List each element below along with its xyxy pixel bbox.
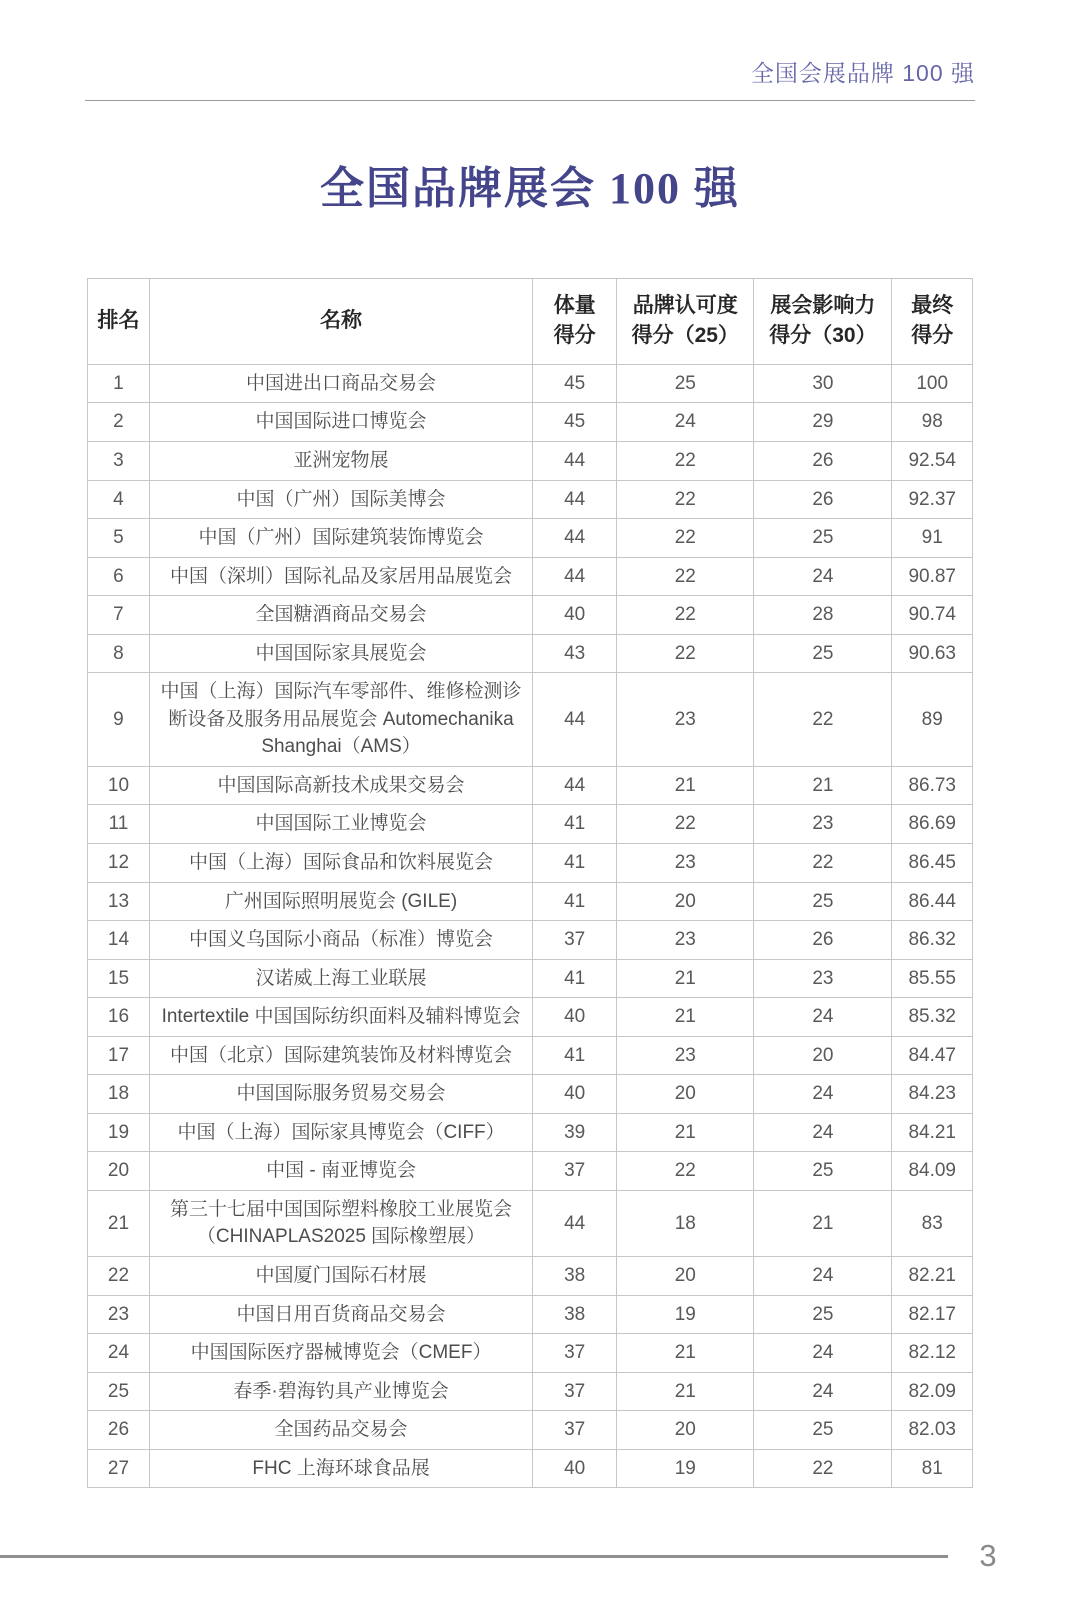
rank-cell: 9 [88, 673, 150, 767]
rank-cell: 1 [88, 364, 150, 403]
rank-cell: 22 [88, 1257, 150, 1296]
brand-score-cell: 20 [617, 1411, 754, 1450]
brand-score-cell: 19 [617, 1449, 754, 1488]
volume-score-cell: 40 [533, 1075, 617, 1114]
brand-score-cell: 20 [617, 1257, 754, 1296]
name-cell: 中国国际家具展览会 [149, 634, 532, 673]
final-score-cell: 100 [892, 364, 973, 403]
table-row [88, 1449, 973, 1488]
influence-score-cell: 26 [754, 480, 892, 519]
name-cell: 全国糖酒商品交易会 [149, 596, 532, 635]
table-row [88, 766, 973, 805]
ranking-table-container [87, 278, 973, 1488]
influence-score-cell: 26 [754, 921, 892, 960]
volume-score-cell: 44 [533, 1190, 617, 1256]
influence-score-cell: 24 [754, 1113, 892, 1152]
final-score-cell: 91 [892, 519, 973, 558]
final-score-cell: 86.32 [892, 921, 973, 960]
influence-score-cell: 24 [754, 557, 892, 596]
name-cell: 中国（广州）国际建筑装饰博览会 [149, 519, 532, 558]
brand-score-cell: 21 [617, 959, 754, 998]
volume-score-cell: 41 [533, 1036, 617, 1075]
volume-score-cell: 41 [533, 959, 617, 998]
volume-score-cell: 40 [533, 998, 617, 1037]
influence-score-cell: 24 [754, 1372, 892, 1411]
table-row [88, 1036, 973, 1075]
rank-cell: 11 [88, 805, 150, 844]
table-row [88, 1190, 973, 1256]
brand-score-cell: 18 [617, 1190, 754, 1256]
volume-score-cell: 44 [533, 519, 617, 558]
final-score-cell: 82.03 [892, 1411, 973, 1450]
table-row [88, 1372, 973, 1411]
rank-cell: 26 [88, 1411, 150, 1450]
influence-score-cell: 24 [754, 998, 892, 1037]
name-cell: 中国（广州）国际美博会 [149, 480, 532, 519]
brand-score-cell: 22 [617, 805, 754, 844]
rank-cell: 19 [88, 1113, 150, 1152]
rank-cell: 7 [88, 596, 150, 635]
volume-score-cell: 44 [533, 673, 617, 767]
table-row [88, 1257, 973, 1296]
final-score-cell: 82.21 [892, 1257, 973, 1296]
brand-score-cell: 21 [617, 1372, 754, 1411]
rank-cell: 27 [88, 1449, 150, 1488]
volume-score-cell: 41 [533, 882, 617, 921]
name-cell: FHC 上海环球食品展 [149, 1449, 532, 1488]
influence-score-cell: 25 [754, 634, 892, 673]
brand-score-cell: 23 [617, 1036, 754, 1075]
name-cell: 全国药品交易会 [149, 1411, 532, 1450]
table-header-row [88, 279, 973, 365]
rank-cell: 14 [88, 921, 150, 960]
column-header-1: 名称 [149, 279, 532, 365]
final-score-cell: 81 [892, 1449, 973, 1488]
header-divider [85, 100, 975, 101]
brand-score-cell: 22 [617, 1152, 754, 1191]
brand-score-cell: 23 [617, 843, 754, 882]
final-score-cell: 98 [892, 403, 973, 442]
table-row [88, 1152, 973, 1191]
rank-cell: 17 [88, 1036, 150, 1075]
name-cell: 中国厦门国际石材展 [149, 1257, 532, 1296]
brand-score-cell: 22 [617, 634, 754, 673]
name-cell: 亚洲宠物展 [149, 441, 532, 480]
final-score-cell: 90.87 [892, 557, 973, 596]
volume-score-cell: 40 [533, 1449, 617, 1488]
brand-score-cell: 20 [617, 1075, 754, 1114]
column-header-5: 最终 得分 [892, 279, 973, 365]
brand-score-cell: 22 [617, 557, 754, 596]
final-score-cell: 85.55 [892, 959, 973, 998]
influence-score-cell: 22 [754, 673, 892, 767]
rank-cell: 18 [88, 1075, 150, 1114]
influence-score-cell: 22 [754, 843, 892, 882]
volume-score-cell: 37 [533, 1411, 617, 1450]
table-row [88, 1334, 973, 1373]
volume-score-cell: 44 [533, 766, 617, 805]
influence-score-cell: 24 [754, 1257, 892, 1296]
name-cell: 广州国际照明展览会 (GILE) [149, 882, 532, 921]
table-row [88, 882, 973, 921]
column-header-3: 品牌认可度 得分（25） [617, 279, 754, 365]
name-cell: 中国进出口商品交易会 [149, 364, 532, 403]
table-row [88, 557, 973, 596]
name-cell: 中国（上海）国际食品和饮料展览会 [149, 843, 532, 882]
volume-score-cell: 44 [533, 441, 617, 480]
table-row [88, 519, 973, 558]
table-row [88, 1075, 973, 1114]
name-cell: 中国义乌国际小商品（标准）博览会 [149, 921, 532, 960]
column-header-0: 排名 [88, 279, 150, 365]
brand-score-cell: 19 [617, 1295, 754, 1334]
brand-score-cell: 24 [617, 403, 754, 442]
footer-divider [0, 1555, 948, 1558]
volume-score-cell: 44 [533, 480, 617, 519]
final-score-cell: 86.69 [892, 805, 973, 844]
influence-score-cell: 25 [754, 1152, 892, 1191]
table-row [88, 959, 973, 998]
influence-score-cell: 21 [754, 766, 892, 805]
influence-score-cell: 23 [754, 959, 892, 998]
table-header-row-group [88, 279, 973, 365]
rank-cell: 24 [88, 1334, 150, 1373]
name-cell: 中国（上海）国际家具博览会（CIFF） [149, 1113, 532, 1152]
volume-score-cell: 37 [533, 1334, 617, 1373]
name-cell: 中国国际进口博览会 [149, 403, 532, 442]
brand-score-cell: 22 [617, 596, 754, 635]
rank-cell: 4 [88, 480, 150, 519]
rank-cell: 21 [88, 1190, 150, 1256]
final-score-cell: 86.73 [892, 766, 973, 805]
final-score-cell: 82.17 [892, 1295, 973, 1334]
table-row [88, 921, 973, 960]
influence-score-cell: 25 [754, 1411, 892, 1450]
ranking-table [87, 278, 973, 1488]
brand-score-cell: 23 [617, 921, 754, 960]
table-row [88, 673, 973, 767]
rank-cell: 3 [88, 441, 150, 480]
brand-score-cell: 21 [617, 1113, 754, 1152]
final-score-cell: 84.47 [892, 1036, 973, 1075]
influence-score-cell: 24 [754, 1075, 892, 1114]
influence-score-cell: 30 [754, 364, 892, 403]
final-score-cell: 84.21 [892, 1113, 973, 1152]
table-row [88, 805, 973, 844]
volume-score-cell: 39 [533, 1113, 617, 1152]
running-head-text: 全国会展品牌 100 强 [750, 60, 975, 86]
volume-score-cell: 41 [533, 805, 617, 844]
brand-score-cell: 21 [617, 998, 754, 1037]
rank-cell: 5 [88, 519, 150, 558]
influence-score-cell: 24 [754, 1334, 892, 1373]
table-row [88, 480, 973, 519]
final-score-cell: 90.63 [892, 634, 973, 673]
final-score-cell: 83 [892, 1190, 973, 1256]
brand-score-cell: 20 [617, 882, 754, 921]
table-row [88, 843, 973, 882]
brand-score-cell: 22 [617, 519, 754, 558]
final-score-cell: 92.54 [892, 441, 973, 480]
table-body [88, 364, 973, 1487]
rank-cell: 12 [88, 843, 150, 882]
brand-score-cell: 21 [617, 1334, 754, 1373]
table-row [88, 441, 973, 480]
rank-cell: 10 [88, 766, 150, 805]
final-score-cell: 84.09 [892, 1152, 973, 1191]
influence-score-cell: 28 [754, 596, 892, 635]
influence-score-cell: 23 [754, 805, 892, 844]
volume-score-cell: 41 [533, 843, 617, 882]
rank-cell: 6 [88, 557, 150, 596]
name-cell: Intertextile 中国国际纺织面料及辅料博览会 [149, 998, 532, 1037]
name-cell: 中国国际服务贸易交易会 [149, 1075, 532, 1114]
volume-score-cell: 38 [533, 1295, 617, 1334]
rank-cell: 20 [88, 1152, 150, 1191]
influence-score-cell: 25 [754, 1295, 892, 1334]
name-cell: 汉诺威上海工业联展 [149, 959, 532, 998]
name-cell: 中国（深圳）国际礼品及家居用品展览会 [149, 557, 532, 596]
name-cell: 中国 - 南亚博览会 [149, 1152, 532, 1191]
rank-cell: 23 [88, 1295, 150, 1334]
table-row [88, 596, 973, 635]
page-header [85, 55, 975, 102]
brand-score-cell: 25 [617, 364, 754, 403]
table-row [88, 364, 973, 403]
volume-score-cell: 37 [533, 1152, 617, 1191]
final-score-cell: 86.45 [892, 843, 973, 882]
column-header-4: 展会影响力 得分（30） [754, 279, 892, 365]
name-cell: 第三十七届中国国际塑料橡胶工业展览会（CHINAPLAS2025 国际橡塑展） [149, 1190, 532, 1256]
final-score-cell: 89 [892, 673, 973, 767]
table-row [88, 1295, 973, 1334]
brand-score-cell: 21 [617, 766, 754, 805]
volume-score-cell: 45 [533, 364, 617, 403]
final-score-cell: 90.74 [892, 596, 973, 635]
table-row [88, 403, 973, 442]
final-score-cell: 82.12 [892, 1334, 973, 1373]
volume-score-cell: 40 [533, 596, 617, 635]
rank-cell: 25 [88, 1372, 150, 1411]
rank-cell: 13 [88, 882, 150, 921]
rank-cell: 15 [88, 959, 150, 998]
final-score-cell: 86.44 [892, 882, 973, 921]
table-row [88, 1113, 973, 1152]
rank-cell: 8 [88, 634, 150, 673]
name-cell: 中国国际高新技术成果交易会 [149, 766, 532, 805]
volume-score-cell: 44 [533, 557, 617, 596]
table-row [88, 634, 973, 673]
page-title: 全国品牌展会 100 强 [320, 164, 740, 213]
influence-score-cell: 29 [754, 403, 892, 442]
volume-score-cell: 45 [533, 403, 617, 442]
volume-score-cell: 38 [533, 1257, 617, 1296]
table-row [88, 1411, 973, 1450]
influence-score-cell: 25 [754, 882, 892, 921]
influence-score-cell: 26 [754, 441, 892, 480]
volume-score-cell: 43 [533, 634, 617, 673]
final-score-cell: 84.23 [892, 1075, 973, 1114]
column-header-2: 体量 得分 [533, 279, 617, 365]
name-cell: 中国日用百货商品交易会 [149, 1295, 532, 1334]
rank-cell: 16 [88, 998, 150, 1037]
table-row [88, 998, 973, 1037]
volume-score-cell: 37 [533, 921, 617, 960]
page-number: 3 [979, 1538, 997, 1573]
volume-score-cell: 37 [533, 1372, 617, 1411]
name-cell: 中国（上海）国际汽车零部件、维修检测诊断设备及服务用品展览会 Automechanika Shanghai（AMS） [149, 673, 532, 767]
brand-score-cell: 23 [617, 673, 754, 767]
name-cell: 中国（北京）国际建筑装饰及材料博览会 [149, 1036, 532, 1075]
brand-score-cell: 22 [617, 441, 754, 480]
final-score-cell: 92.37 [892, 480, 973, 519]
influence-score-cell: 25 [754, 519, 892, 558]
influence-score-cell: 20 [754, 1036, 892, 1075]
final-score-cell: 82.09 [892, 1372, 973, 1411]
brand-score-cell: 22 [617, 480, 754, 519]
rank-cell: 2 [88, 403, 150, 442]
name-cell: 春季·碧海钓具产业博览会 [149, 1372, 532, 1411]
name-cell: 中国国际医疗器械博览会（CMEF） [149, 1334, 532, 1373]
influence-score-cell: 22 [754, 1449, 892, 1488]
name-cell: 中国国际工业博览会 [149, 805, 532, 844]
influence-score-cell: 21 [754, 1190, 892, 1256]
final-score-cell: 85.32 [892, 998, 973, 1037]
